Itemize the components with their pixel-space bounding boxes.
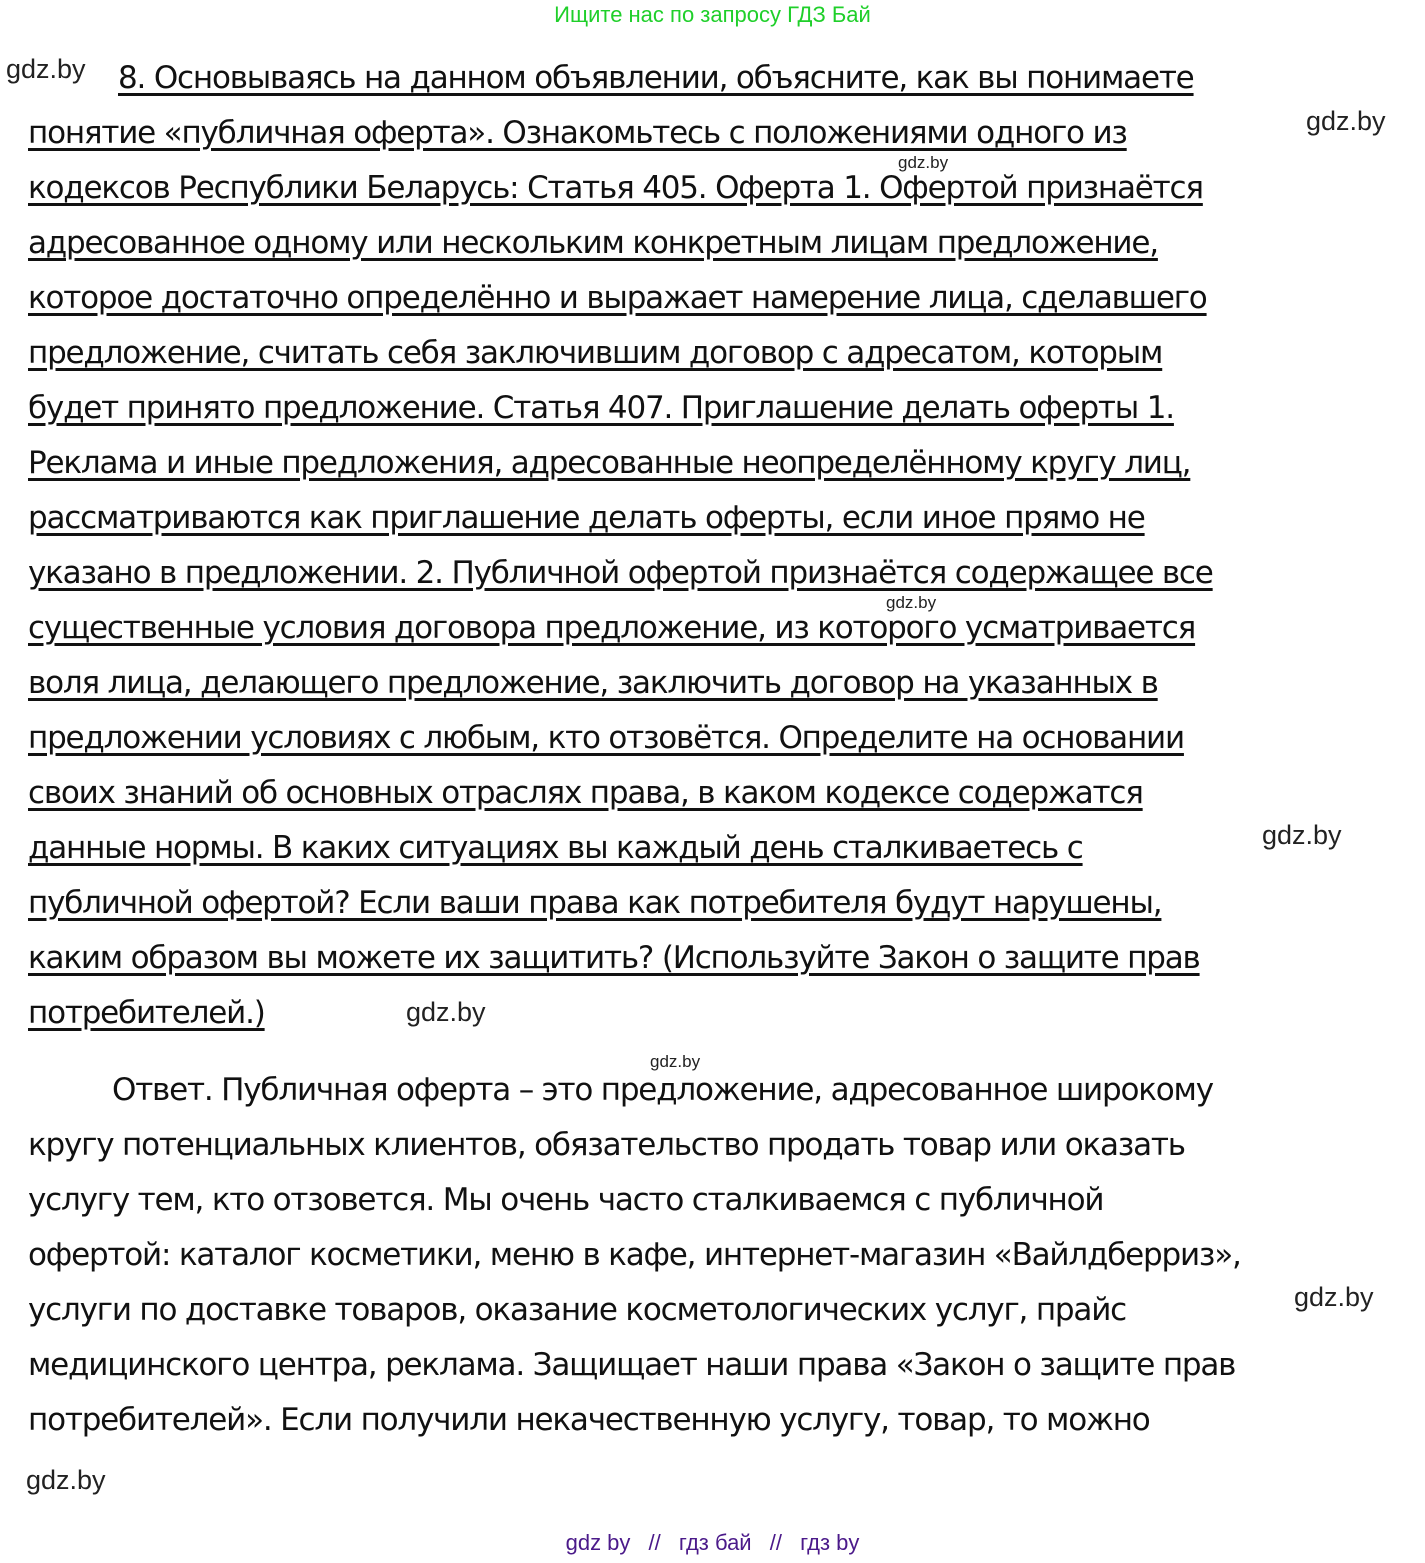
footer-separator: //: [769, 1530, 782, 1555]
search-banner: Ищите нас по запросу ГДЗ Бай: [554, 2, 871, 27]
answer-line: потребителей». Если получили некачественную услугу, товар, то можно: [28, 1402, 1150, 1438]
question-line: своих знаний об основных отраслях права, в каком кодексе содержатся: [28, 775, 1143, 811]
watermark: gdz.by: [6, 54, 86, 84]
footer-link-gdz-by[interactable]: gdz by: [565, 1530, 631, 1555]
question-line: предложении условиях с любым, кто отзовётся. Определите на основании: [28, 720, 1184, 756]
question-line: каким образом вы можете их защитить? (Используйте Закон о защите прав: [28, 940, 1200, 976]
question-line: кодексов Республики Беларусь: Статья 405. Оферта 1. Офертой признаётся: [28, 170, 1203, 206]
watermark: gdz.by: [1306, 106, 1386, 136]
question-line: указано в предложении. 2. Публичной офертой признаётся содержащее все: [28, 555, 1213, 591]
question-line: данные нормы. В каких ситуациях вы каждый день сталкиваетесь с: [28, 830, 1083, 866]
question-line: предложение, считать себя заключившим договор с адресатом, которым: [28, 335, 1163, 371]
footer-link-gdz-bai[interactable]: гдз бай: [678, 1530, 752, 1555]
watermark: gdz.by: [898, 153, 949, 172]
watermark: gdz.by: [1262, 820, 1342, 850]
footer-separator: //: [648, 1530, 661, 1555]
question-line: существенные условия договора предложение, из которого усматривается: [28, 610, 1196, 646]
watermark: gdz.by: [886, 593, 937, 612]
question-line: потребителей.): [28, 995, 265, 1031]
answer-line: кругу потенциальных клиентов, обязательство продать товар или оказать: [28, 1127, 1185, 1163]
question-line: публичной офертой? Если ваши права как потребителя будут нарушены,: [28, 885, 1162, 921]
answer-line: Ответ. Публичная оферта – это предложение, адресованное широкому: [112, 1072, 1213, 1108]
answer-line: офертой: каталог косметики, меню в кафе, интернет-магазин «Вайлдберриз»,: [28, 1237, 1241, 1273]
question-line: которое достаточно определённо и выражает намерение лица, сделавшего: [28, 280, 1207, 316]
answer-line: услугу тем, кто отзовется. Мы очень часто сталкиваемся с публичной: [28, 1182, 1104, 1218]
question-line: 8. Основываясь на данном объявлении, объясните, как вы понимаете: [118, 60, 1194, 96]
footer-link-gdz-by-cyr[interactable]: гдз by: [800, 1530, 860, 1555]
question-line: рассматриваются как приглашение делать оферты, если иное прямо не: [28, 500, 1145, 536]
question-line: воля лица, делающего предложение, заключить договор на указанных в: [28, 665, 1158, 701]
footer-links: [0, 1530, 1425, 1556]
watermark: gdz.by: [406, 997, 486, 1027]
watermark: gdz.by: [26, 1465, 106, 1495]
question-line: адресованное одному или нескольким конкретным лицам предложение,: [28, 225, 1158, 261]
question-line: будет принято предложение. Статья 407. Приглашение делать оферты 1.: [28, 390, 1174, 426]
question-line: Реклама и иные предложения, адресованные неопределённому кругу лиц,: [28, 445, 1191, 481]
watermark: gdz.by: [650, 1052, 701, 1071]
answer-line: медицинского центра, реклама. Защищает наши права «Закон о защите прав: [28, 1347, 1236, 1383]
answer-line: услуги по доставке товаров, оказание косметологических услуг, прайс: [28, 1292, 1126, 1328]
watermark: gdz.by: [1294, 1282, 1374, 1312]
question-line: понятие «публичная оферта». Ознакомьтесь с положениями одного из: [28, 115, 1127, 151]
